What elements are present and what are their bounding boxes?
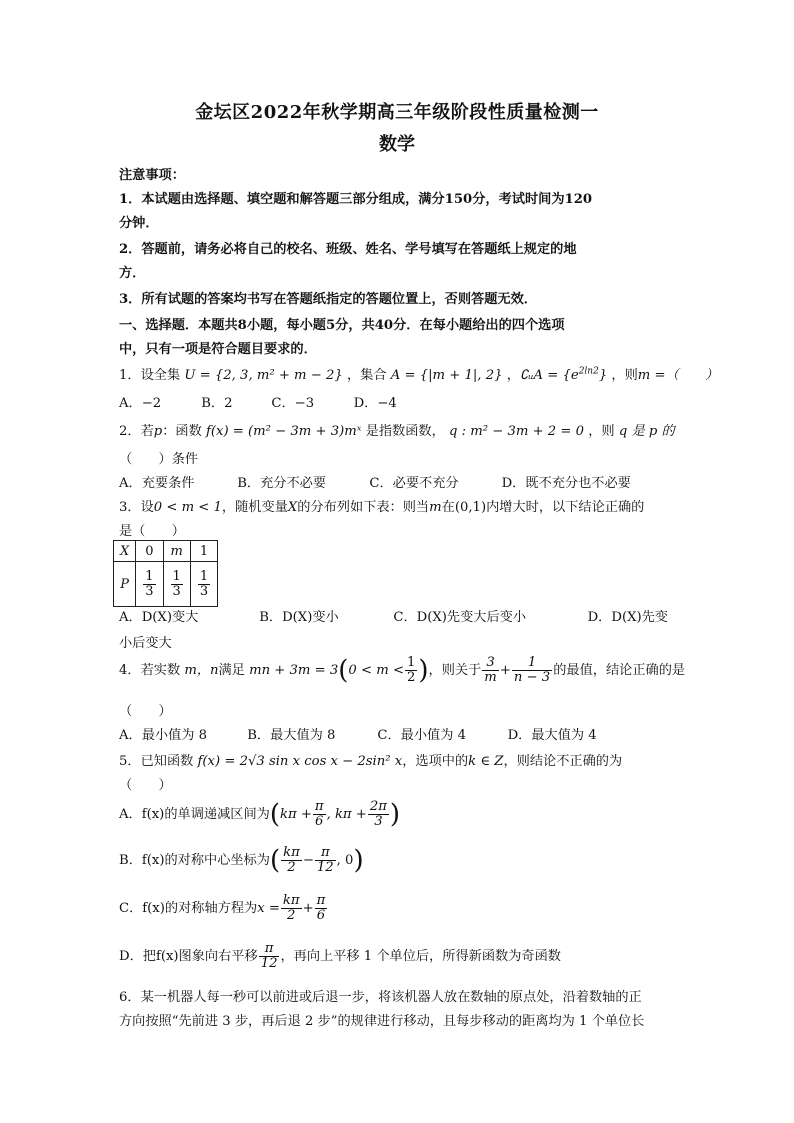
q5-text: ，选项中的	[402, 754, 469, 769]
denominator: 2	[287, 859, 296, 875]
question-3	[119, 496, 644, 515]
plus-sign: +	[499, 662, 511, 678]
notice-item-2-cont: 方．	[119, 266, 146, 281]
q4-option-c: C．最小值为 4	[377, 728, 467, 743]
q5-function: f(x) = 2√3 sin x cos x − 2sin² x	[197, 754, 403, 769]
numerator: π	[316, 893, 326, 908]
q5-option-d	[119, 942, 561, 971]
q4-text: 满足	[218, 662, 245, 678]
q4-equation: mn + 3m = 3	[249, 662, 339, 678]
q3-text: 内增大时，以下结论正确的	[486, 500, 645, 515]
q3-range: 0 < m < 1	[153, 500, 222, 515]
q1-text: ，则	[611, 368, 638, 383]
q5-option-c	[119, 894, 328, 923]
q1-complement: ∁ᵤA = {e	[519, 368, 579, 383]
q3-interval: (0,1)	[454, 500, 487, 515]
q4-option-b: B．最大值为 8	[247, 728, 336, 743]
q2-q-is-p: q 是 p 的	[618, 424, 675, 439]
table-cell: X	[114, 541, 136, 562]
q2-option-a: A．充要条件	[119, 476, 195, 491]
q2-text: 2．若	[119, 424, 154, 439]
q3-option-c: C．D(X)先变大后变小	[393, 610, 527, 625]
question-1	[119, 364, 718, 383]
denominator: 3	[374, 813, 383, 829]
question-6-cont: 方向按照“先前进 3 步，再后退 2 步”的规律进行移动，且每步移动的距离均为 1 个单位长	[119, 1014, 645, 1029]
fraction	[198, 570, 210, 598]
numerator: 2π	[369, 799, 387, 814]
q5-option-d-text: D．把f(x)图象向右平移	[119, 948, 258, 964]
fraction	[259, 942, 280, 971]
q3-options	[119, 606, 668, 625]
q3-option-d: D．D(X)先变	[587, 610, 668, 625]
fraction	[315, 894, 328, 923]
fraction	[482, 656, 499, 685]
denominator: m	[484, 669, 497, 685]
fraction	[315, 846, 336, 875]
q5-option-b-text: B．f(x)的对称中心坐标为	[119, 852, 270, 868]
fraction	[281, 846, 302, 875]
q2-options	[119, 472, 631, 491]
q4-vars: m，n	[184, 662, 219, 678]
denominator: 2	[287, 907, 296, 923]
numerator: kπ	[283, 845, 300, 860]
paren-open: (	[338, 655, 349, 686]
exam-title: 金坛区2022年秋学期高三年级阶段性质量检测一	[195, 102, 599, 123]
paren-close: )	[418, 655, 429, 686]
section-heading: 一、选择题．本题共8小题，每小题5分，共40分．在每小题给出的四个选项	[119, 318, 565, 333]
question-5	[119, 750, 622, 769]
question-2	[119, 420, 675, 439]
q2-p: p	[153, 424, 163, 439]
table-row	[114, 541, 218, 562]
q5-option-d-text: ，再向上平移 1 个单位后，所得新函数为奇函数	[280, 948, 561, 964]
q3-line2: 是（ ）	[119, 524, 185, 539]
numerator: π	[314, 799, 324, 814]
q4-condition: 0 < m <	[348, 662, 404, 678]
numerator: π	[315, 846, 336, 861]
q2-text: ：函数	[162, 424, 202, 439]
q5-option-a-text: A．f(x)的单调递减区间为	[119, 806, 270, 822]
notice-heading: 注意事项：	[119, 168, 185, 183]
plus-sign: +	[302, 900, 314, 916]
numerator: 1	[407, 655, 416, 670]
paren-close: )	[353, 845, 364, 876]
q5-k: k ∈ Z	[468, 754, 504, 769]
numerator: 1	[172, 568, 181, 584]
q3-var: X	[287, 500, 298, 515]
q5-a-term: , kπ +	[326, 806, 367, 822]
numerator: π	[259, 942, 280, 957]
fraction	[368, 800, 389, 829]
table-cell	[190, 562, 217, 607]
distribution-table	[113, 540, 218, 607]
q2-text: 是指数函数，	[365, 424, 445, 439]
notice-item-1: 1．本试题由选择题、填空题和解答题三部分组成，满分150分，考试时间为120	[119, 192, 593, 207]
q4-text: 的最值，结论正确的是	[553, 662, 686, 678]
numerator: 1	[512, 656, 552, 671]
minus-sign: −	[302, 852, 314, 868]
q1-complement-end: }	[598, 368, 608, 383]
q4-text: 4．若实数	[119, 662, 181, 678]
q1-text: ，	[506, 368, 520, 383]
q2-option-d: D．既不充分也不必要	[501, 476, 631, 491]
q1-option-a: A．−2	[119, 396, 162, 411]
q5-a-term: kπ +	[279, 806, 312, 822]
numerator: 1	[145, 568, 154, 584]
q5-b-end: , 0	[336, 852, 354, 868]
fraction	[281, 894, 302, 923]
q2-q: q : m² − 3m + 2 = 0	[448, 424, 585, 439]
q5-text: 5．已知函数	[119, 754, 194, 769]
fraction	[512, 656, 552, 685]
q4-text: ，则关于	[428, 662, 482, 678]
q3-m: m	[429, 500, 442, 515]
paren-open: (	[270, 845, 281, 876]
denominator: 2	[407, 669, 416, 685]
denominator: 12	[316, 859, 334, 875]
q1-option-b: B．2	[201, 396, 233, 411]
section-heading-cont: 中，只有一项是符合题目要求的．	[119, 342, 317, 357]
q1-option-c: C．−3	[271, 396, 315, 411]
q5-option-c-text: C．f(x)的对称轴方程为	[119, 900, 258, 916]
denominator: 12	[260, 955, 278, 971]
q1-options	[119, 392, 397, 411]
q3-text: ，随机变量	[221, 500, 288, 515]
q1-ask: m =（ ）	[637, 368, 719, 383]
q5-text: ，则结论不正确的为	[503, 754, 623, 769]
q4-option-a: A．最小值为 8	[119, 728, 208, 743]
q2-function: f(x) = (m² − 3m + 3)mˣ	[205, 424, 362, 439]
table-cell: P	[114, 562, 136, 607]
denominator: 6	[315, 813, 324, 829]
q2-option-c: C．必要不充分	[369, 476, 459, 491]
q5-line2: （ ）	[119, 778, 172, 793]
table-cell: 0	[136, 541, 163, 562]
q1-set-a: A = {|m + 1|, 2}	[390, 368, 503, 383]
numerator: 1	[199, 568, 209, 584]
numerator: 3	[482, 656, 499, 671]
table-cell	[136, 562, 163, 607]
fraction	[313, 800, 326, 829]
q1-set-u: U = {2, 3, m² + m − 2}	[184, 368, 343, 383]
question-4	[119, 656, 685, 685]
q3-text: 的分布列如下表：则当	[297, 500, 430, 515]
q3-text: 在	[441, 500, 455, 515]
fraction	[171, 570, 183, 598]
paren-close: )	[389, 799, 401, 830]
paren-open: (	[269, 799, 280, 830]
question-6: 6．某一机器人每一秒可以前进或后退一步，将该机器人放在数轴的原点处，沿着数轴的正	[119, 990, 642, 1005]
q3-option-d-cont: 小后变大	[119, 636, 172, 651]
q4-option-d: D．最大值为 4	[507, 728, 597, 743]
table-cell: m	[163, 541, 190, 562]
denominator: 6	[316, 907, 326, 923]
notice-item-3: 3．所有试题的答案均书写在答题纸指定的答题位置上，否则答题无效．	[119, 292, 537, 307]
q3-option-a: A．D(X)变大	[119, 610, 199, 625]
fraction	[143, 570, 155, 598]
q5-option-b	[119, 846, 364, 875]
q3-option-b: B．D(X)变小	[259, 610, 339, 625]
table-cell	[163, 562, 190, 607]
subject-title: 数学	[379, 134, 415, 155]
denominator: 3	[145, 583, 154, 599]
q1-text: 1．设全集	[119, 368, 181, 383]
q5-option-a	[119, 800, 400, 829]
q2-text: ，则	[588, 424, 615, 439]
q2-option-b: B．充分不必要	[237, 476, 327, 491]
q5-c-x: x =	[257, 900, 280, 916]
denominator: 3	[199, 583, 209, 599]
q4-line2: （ ）	[119, 704, 172, 719]
q1-option-d: D．−4	[353, 396, 397, 411]
numerator: kπ	[282, 893, 300, 908]
q4-options	[119, 724, 597, 743]
notice-item-1-cont: 分钟．	[119, 216, 159, 231]
q1-exponent: 2ln2	[578, 366, 599, 377]
table-row	[114, 562, 218, 607]
q2-line2: （ ）条件	[119, 452, 199, 467]
notice-item-2: 2．答题前，请务必将自己的校名、班级、姓名、学号填写在答题纸上规定的地	[119, 242, 577, 257]
table-cell: 1	[190, 541, 217, 562]
fraction	[405, 656, 417, 685]
denominator: 3	[172, 583, 181, 599]
q3-text: 3．设	[119, 500, 154, 515]
q1-text: ，集合	[346, 368, 387, 383]
denominator: n − 3	[513, 669, 551, 685]
